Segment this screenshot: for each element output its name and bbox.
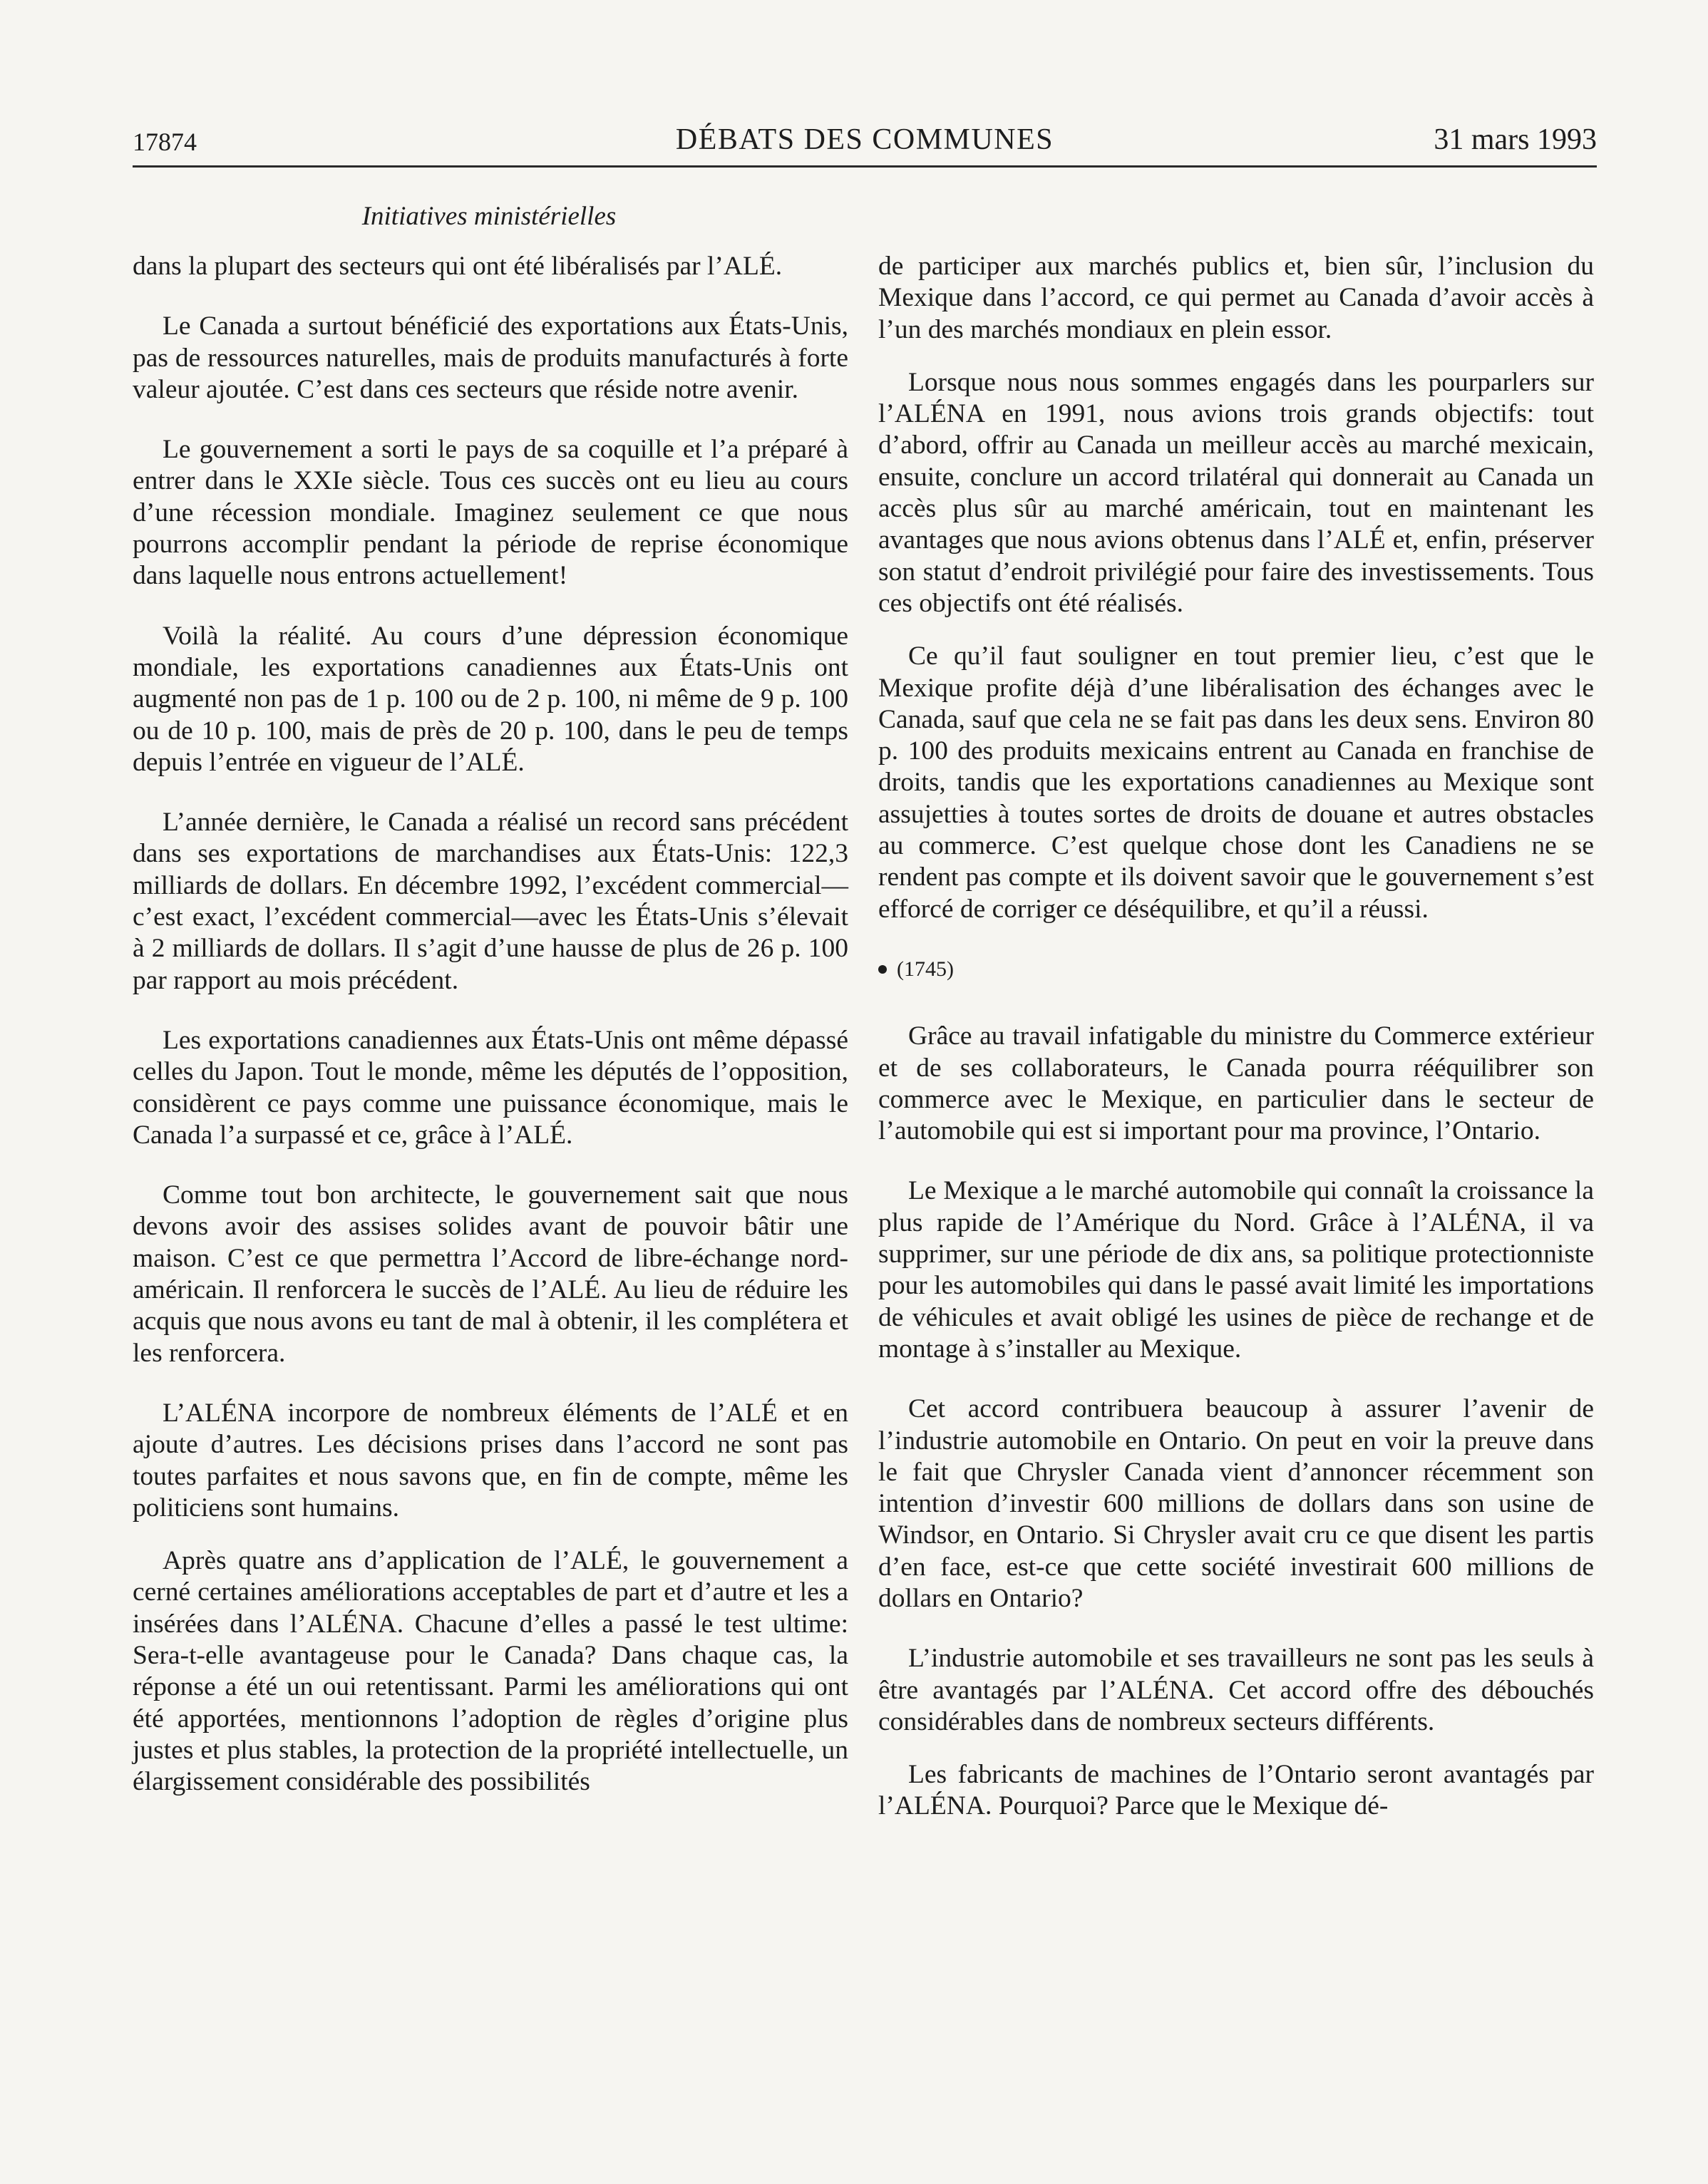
publication-title: DÉBATS DES COMMUNES — [675, 123, 1054, 156]
paragraph: L’industrie automobile et ses travailleurs ne sont pas les seuls à être avantagés par l’ALÉNA. Cet accord offre des débouchés considérables dans de nombreux secteurs différents. — [878, 1644, 1594, 1736]
sitting-date: 31 mars 1993 — [1434, 123, 1597, 156]
page-header — [133, 120, 1597, 164]
bullet-icon — [878, 965, 887, 974]
paragraph: Comme tout bon architecte, le gouvernement sait que nous devons avoir des assises solides avant de pouvoir bâtir une maison. C’est ce que permettra l’Accord de libre-échange nord-américain. Il renforcera le succès de l’ALÉ. Au lieu de réduire les acquis que nous avons eu tant de mal à obtenir, il les complétera et les renforcera. — [133, 1180, 848, 1368]
paragraph: L’année dernière, le Canada a réalisé un record sans précédent dans ses exportations de marchandises aux États-Unis: 122,3 milliards de dollars. En décembre 1992, l’excédent commercial—c’est exact, l’excédent commercial—avec les États-Unis s’élevait à 2 milliards de dollars. Il s’agit d’une hausse de plus de 26 p. 100 par rapport au mois précédent. — [133, 808, 848, 995]
paragraph: Le gouvernement a sorti le pays de sa coquille et l’a préparé à entrer dans le XXIe siècle. Tous ces succès ont eu lieu au cours d’une récession mondiale. Imaginez seulement ce que nous pourrons accomplir pendant la période de reprise économique dans laquelle nous entrons actuellement! — [133, 435, 848, 591]
paragraph: Grâce au travail infatigable du ministre du Commerce extérieur et de ses collaborateurs, le Canada pourra rééquilibrer son commerce avec le Mexique, en particulier dans le secteur de l’automobile qui est si important pour ma province, l’Ontario. — [878, 1021, 1594, 1146]
paragraph: Les fabricants de machines de l’Ontario seront avantagés par l’ALÉNA. Pourquoi? Parce que le Mexique dé- — [878, 1760, 1594, 1821]
paragraph: Le Canada a surtout bénéficié des exportations aux États-Unis, pas de ressources naturelles, mais de produits manufacturés à forte valeur ajoutée. C’est dans ces secteurs que réside notre avenir. — [133, 311, 848, 404]
time-marker-text: (1745) — [897, 957, 954, 981]
section-heading: Initiatives ministérielles — [361, 202, 617, 231]
paragraph: de participer aux marchés publics et, bien sûr, l’inclusion du Mexique dans l’accord, ce qui permet au Canada d’avoir accès à l’un des marchés mondiaux en plein essor. — [878, 252, 1594, 344]
time-marker — [878, 954, 1594, 985]
paragraph: dans la plupart des secteurs qui ont été libéralisés par l’ALÉ. — [133, 252, 783, 281]
paragraph: Le Mexique a le marché automobile qui connaît la croissance la plus rapide de l’Amérique du Nord. Grâce à l’ALÉNA, il va supprimer, sur une période de dix ans, sa politique protectionniste pour les automobiles qui dans le passé avait limité les importations de véhicules et avait obligé les usines de pièce de rechange et de montage à s’installer au Mexique. — [878, 1176, 1594, 1364]
paragraph: Cet accord contribuera beaucoup à assurer l’avenir de l’industrie automobile en Ontario. On peut en voir la preuve dans le fait que Chrysler Canada vient d’annoncer récemment son intention d’investir 600 millions de dollars dans son usine de Windsor, en Ontario. Si Chrysler avait cru ce que disent les partis d’en face, est-ce que cette société investirait 600 millions de dollars en Ontario? — [878, 1394, 1594, 1613]
page-number: 17874 — [133, 128, 197, 156]
right-column — [878, 251, 1594, 1851]
paragraph: Après quatre ans d’application de l’ALÉ, le gouvernement a cerné certaines améliorations acceptables de part et d’autre et les a insérées dans l’ALÉNA. Chacune d’elles a passé le test ultime: Sera-t-elle avantageuse pour le Canada? Dans chaque cas, la réponse a été un oui retentissant. Parmi les améliorations qui ont été apportées, mentionnons l’adoption de règles d’origine plus justes et plus stables, la protection de la propriété intellectuelle, un élargissement considérable des possibilités — [133, 1546, 848, 1797]
paragraph: Lorsque nous nous sommes engagés dans les pourparlers sur l’ALÉNA en 1991, nous avions trois grands objectifs: tout d’abord, offrir au Canada un meilleur accès au marché mexicain, ensuite, conclure un accord trilatéral qui donnerait au Canada un accès plus sûr au marché américain, tout en maintenant les avantages que nous avions obtenus dans l’ALÉ et, enfin, préserver son statut d’endroit privilégié pour faire des investissements. Tous ces objectifs ont été réalisés. — [878, 367, 1594, 618]
header-rule — [133, 165, 1597, 168]
paragraph: Ce qu’il faut souligner en tout premier lieu, c’est que le Mexique profite déjà d’une libéralisation des échanges avec le Canada, sauf que cela ne se fait pas dans les deux sens. Environ 80 p. 100 des produits mexicains entrent au Canada en franchise de droits, tandis que les exportations canadiennes au Mexique sont assujetties à toutes sortes de droits de douane et autres obstacles au commerce. C’est quelque chose dont les Canadiens ne se rendent pas compte et ils doivent savoir que le gouvernement s’est efforcé de corriger ce déséquilibre, et qu’il a réussi. — [878, 642, 1594, 924]
paragraph: L’ALÉNA incorpore de nombreux éléments de l’ALÉ et en ajoute d’autres. Les décisions prises dans l’accord ne sont pas toutes parfaites et nous savons que, en fin de compte, même les politiciens sont humains. — [133, 1398, 848, 1523]
paragraph: Les exportations canadiennes aux États-Unis ont même dépassé celles du Japon. Tout le monde, même les députés de l’opposition, considèrent ce pays comme une puissance économique, mais le Canada l’a surpassé et ce, grâce à l’ALÉ. — [133, 1025, 848, 1150]
left-column — [133, 251, 848, 1826]
paragraph: Voilà la réalité. Au cours d’une dépression économique mondiale, les exportations canadiennes aux États-Unis ont augmenté non pas de 1 p. 100 ou de 2 p. 100, ni même de 9 p. 100 ou de 10 p. 100, mais de près de 20 p. 100, dans le peu de temps depuis l’entrée en vigueur de l’ALÉ. — [133, 621, 848, 777]
